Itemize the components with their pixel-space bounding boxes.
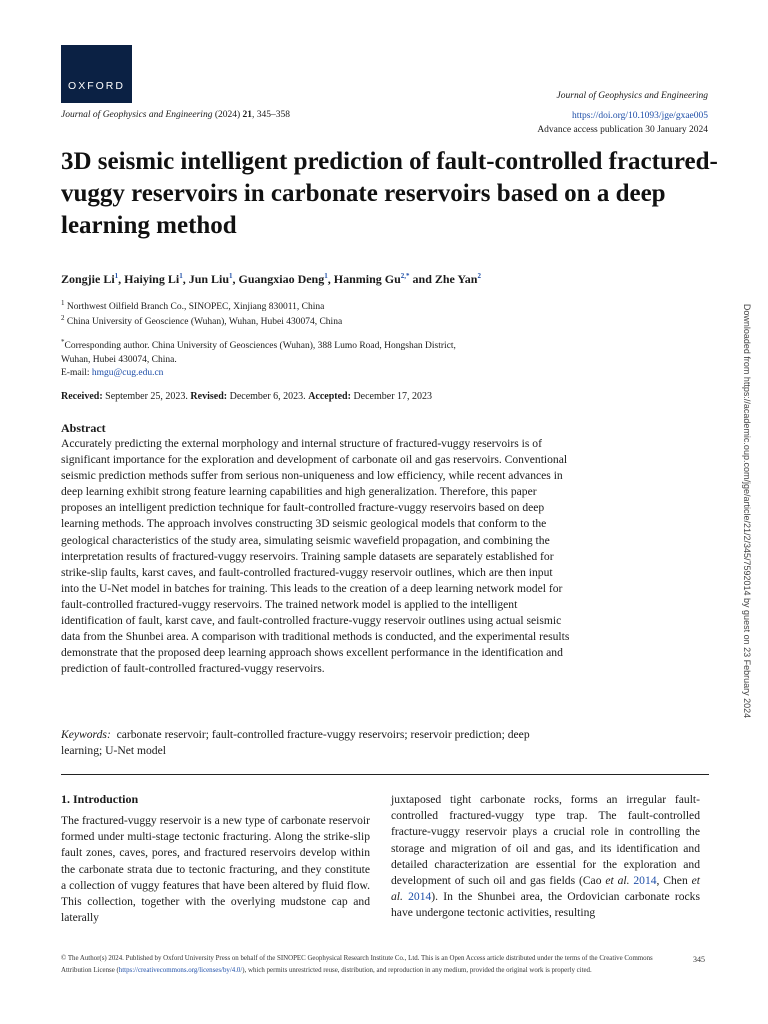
author-name: Jun Liu <box>188 272 230 286</box>
intro-column-right: juxtaposed tight carbonate rocks, forms an irregular fault-controlled fractured-vuggy type trap. The fault-controlled fracture-vuggy reservoir plays a crucial role in controlling the storage and migration of oil and gas, and its identification and detailed characterization are essential for the exploration and development of such oil and gas fields (Cao et al. 2014, Chen et al. 2014). In the Shunbei area, the Ordovician carbonate rocks have undergone tectonic activities, resulting <box>391 793 700 920</box>
journal-citation <box>61 110 290 120</box>
author-name: Haiying Li <box>124 272 180 286</box>
affiliation: $^1$ Northwest Oilfield Branch Co., SINOPEC, Xinjiang 830011, China <box>61 298 325 312</box>
journal-year: (2024) <box>214 110 241 120</box>
abstract-text: Accurately predicting the external morphology and internal structure of fractured-vuggy reservoirs is of significant importance for the exploration and development of carbonate oil and gas reservoirs. Conventional seismic prediction methods suffer from serious non-uniqueness and low efficiency, while recent advances in deep learning exhibit strong feature learning capabilities and high generalization. Therefore, this paper proposes an intelligent prediction technique for fault-controlled fracture-vuggy reservoirs based on deep learning methods. The approach involves constructing 3D seismic geological models that conform to the geological characteristics of the study area, simulating seismic wavefield propagation, and combining the interpretation results of fractured-vuggy reservoirs. Training sample datasets are separately established for strike-slip faults, karst caves, and fault-controlled fractured-vuggy reservoir outlines, which are then input into the U-Net model in batches for training. This leads to the creation of a deep learning network model for fault-controlled fractured-vuggy reservoirs. The trained network model is applied to the intelligent identification of fault, karst cave, and fault-controlled fracture-vuggy reservoir outlines using actual seismic data from the Shunbei area. A comparison with traditional methods is conducted, and the experimental results demonstrate that the proposed deep learning approach shows excellent performance in the identification and prediction of fault-controlled fractured-vuggy reservoirs. <box>61 437 570 676</box>
author-affil-ref[interactable]: 2,* <box>400 272 410 280</box>
section-divider <box>61 774 709 775</box>
doi-block <box>537 110 708 137</box>
author-name: Guangxiao Deng <box>238 272 325 286</box>
affiliation: $^2$ China University of Geoscience (Wuhan), Wuhan, Hubei 430074, China <box>61 313 343 327</box>
intro-column-left: The fractured-vuggy reservoir is a new type of carbonate reservoir formed under multi-stage tectonic fracturing. Along the strike-slip fault zones, caves, pores, and fractured reservoirs develop within the carbonate strata due to tectonic fracturing, and they constitute a collection of vuggy features that have been altered by fluid flow. This collection, together with the overlying mudstone cap and laterally <box>61 814 370 925</box>
download-watermark: Downloaded from https://academic.oup.com/jge/article/21/2/345/7592014 by guest on 23 February 2024 <box>742 303 752 719</box>
article-title: 3D seismic intelligent prediction of fault-controlled fractured-vuggy reservoirs in carbonate reservoirs based on a deep learning method <box>61 148 718 239</box>
journal-pages: , 345–358 <box>252 110 291 120</box>
journal-name: Journal of Geophysics and Engineering <box>61 110 213 120</box>
citation-link[interactable]: 2014 <box>408 890 432 904</box>
author-affil-ref[interactable]: 1 <box>324 272 328 280</box>
introduction-heading: 1. Introduction <box>61 792 139 806</box>
author-name: Zongjie Li <box>61 272 115 286</box>
citation-link[interactable]: 2014 <box>633 874 657 888</box>
journal-volume: 21 <box>242 110 253 120</box>
license-footer: © The Author(s) 2024. Published by Oxford University Press on behalf of the SINOPEC Geophysical Research Institute Co., Ltd. This is an Open Access article distributed under the terms of the Creative Commons Attribution License (https://creativecommons.org/licenses/by/4.0/), which permits unrestricted reuse, distribution, and reproduction in any medium, provided the original work is properly cited. <box>61 955 653 974</box>
author-affil-ref[interactable]: 2 <box>477 272 481 280</box>
author-affil-ref[interactable]: 1 <box>229 272 233 280</box>
author-affil-ref[interactable]: 1 <box>114 272 119 280</box>
abstract-heading: Abstract <box>61 421 106 435</box>
author-list: Zongjie Li$^1$, Haiying Li$^1$, Jun Liu$^1$, Guangxiao Deng$^1$, Hanming $Gu^{2,*}$ and Zhe Yan$^2$ <box>61 272 481 286</box>
author-name: Hanming Gu <box>333 272 401 286</box>
article-dates: Received: September 25, 2023. Revised: December 6, 2023. Accepted: December 17, 2023 <box>61 391 433 402</box>
author-name: Zhe Yan <box>434 272 478 286</box>
keywords: Keywords: carbonate reservoir; fault-controlled fracture-vuggy reservoirs; reservoir prediction; deep learning; U-Net model <box>61 728 530 757</box>
journal-name-right: Journal of Geophysics and Engineering <box>556 91 708 101</box>
advance-access: Advance access publication 30 January 2024 <box>537 124 708 135</box>
page-number: 345 <box>693 955 705 964</box>
author-affil-ref[interactable]: 1 <box>179 272 183 280</box>
correspondence: *Corresponding author. China University of Geosciences (Wuhan), 388 Lumo Road, Hongshan District, Wuhan, Hubei 430074, China. E-mail: hmgu@cug.edu.cn <box>61 337 456 378</box>
email-link[interactable]: hmgu@cug.edu.cn <box>91 368 164 378</box>
license-link[interactable]: https://creativecommons.org/licenses/by/4.0/ <box>118 966 243 974</box>
doi-link[interactable]: https://doi.org/10.1093/jge/gxae005 <box>572 111 708 121</box>
oxford-logo: OXFORD <box>61 45 132 103</box>
